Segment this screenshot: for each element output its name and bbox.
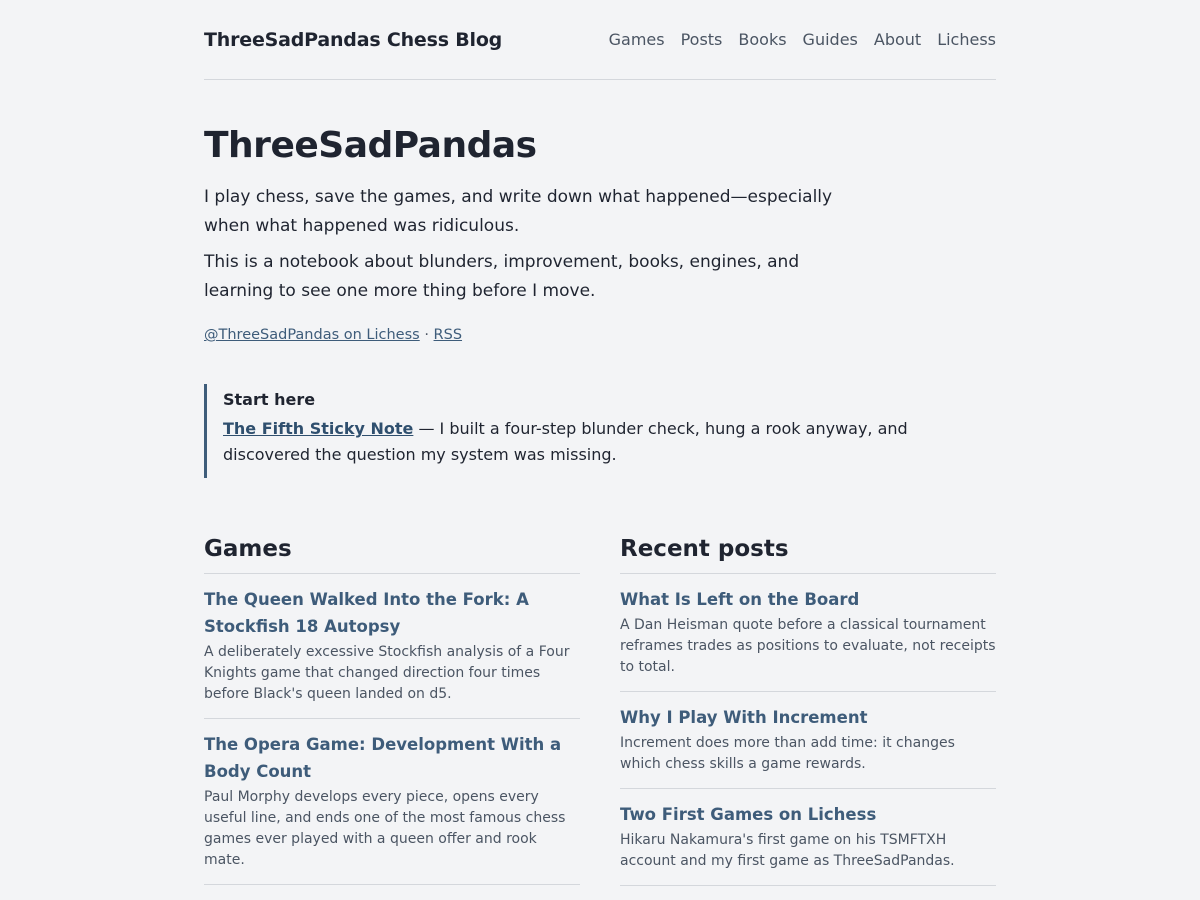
post-description: Hikaru Nakamura's first game on his TSMFTXH account and my first game as ThreeSadPandas. <box>620 832 955 870</box>
content-columns <box>204 536 996 886</box>
list-item <box>204 719 580 885</box>
nav-about[interactable]: About <box>873 30 922 49</box>
callout-link[interactable]: The Fifth Sticky Note <box>223 419 414 439</box>
page-title: ThreeSadPandas <box>204 125 537 166</box>
rss-link[interactable]: RSS <box>433 327 463 344</box>
site-brand[interactable]: ThreeSadPandas Chess Blog <box>204 28 503 51</box>
game-description: A deliberately excessive Stockfish analysis of a Four Knights game that changed direction four times before Black's queen landed on d5. <box>204 644 570 703</box>
nav-posts[interactable]: Posts <box>680 30 723 49</box>
recent-posts-column <box>620 536 996 886</box>
nav-lichess[interactable]: Lichess <box>937 30 996 49</box>
post-title-link[interactable]: What Is Left on the Board <box>620 590 860 610</box>
list-item <box>620 692 996 789</box>
list-item <box>620 574 996 692</box>
list-item <box>204 574 580 719</box>
intro-section <box>204 124 996 343</box>
callout-text <box>223 416 996 468</box>
lichess-profile-link[interactable]: @ThreeSadPandas on Lichess <box>204 327 420 344</box>
callout-description: — I built a four-step blunder check, hung a rook anyway, and discovered the question my system was missing. <box>223 419 908 465</box>
start-here-callout <box>204 384 996 478</box>
games-column <box>204 536 580 886</box>
profile-links <box>204 327 996 343</box>
game-title-link[interactable]: The Queen Walked Into the Fork: A Stockfish 18 Autopsy <box>204 590 529 637</box>
post-title-link[interactable]: Two First Games on Lichess <box>620 805 877 825</box>
main-nav <box>609 30 996 49</box>
intro-paragraph-2: This is a notebook about blunders, improvement, books, engines, and learning to see one more thing before I move. <box>204 252 800 302</box>
games-heading: Games <box>204 536 580 574</box>
site-header <box>204 0 996 80</box>
nav-games[interactable]: Games <box>608 30 665 49</box>
game-description: Paul Morphy develops every piece, opens every useful line, and ends one of the most famous chess games ever played with a queen offer and rook mate. <box>204 789 566 869</box>
callout-label: Start here <box>223 390 316 410</box>
post-description: A Dan Heisman quote before a classical tournament reframes trades as positions to evaluate, not receipts to total. <box>620 617 996 676</box>
link-separator: · <box>424 327 429 344</box>
list-item <box>620 789 996 886</box>
recent-posts-heading: Recent posts <box>620 536 996 574</box>
game-title-link[interactable]: The Opera Game: Development With a Body Count <box>204 735 562 782</box>
nav-books[interactable]: Books <box>738 30 787 49</box>
nav-guides[interactable]: Guides <box>802 30 858 49</box>
post-description: Increment does more than add time: it changes which chess skills a game rewards. <box>620 735 955 773</box>
post-title-link[interactable]: Why I Play With Increment <box>620 708 868 728</box>
page <box>204 0 996 886</box>
intro-paragraph-1: I play chess, save the games, and write down what happened—especially when what happened was ridiculous. <box>204 187 833 237</box>
